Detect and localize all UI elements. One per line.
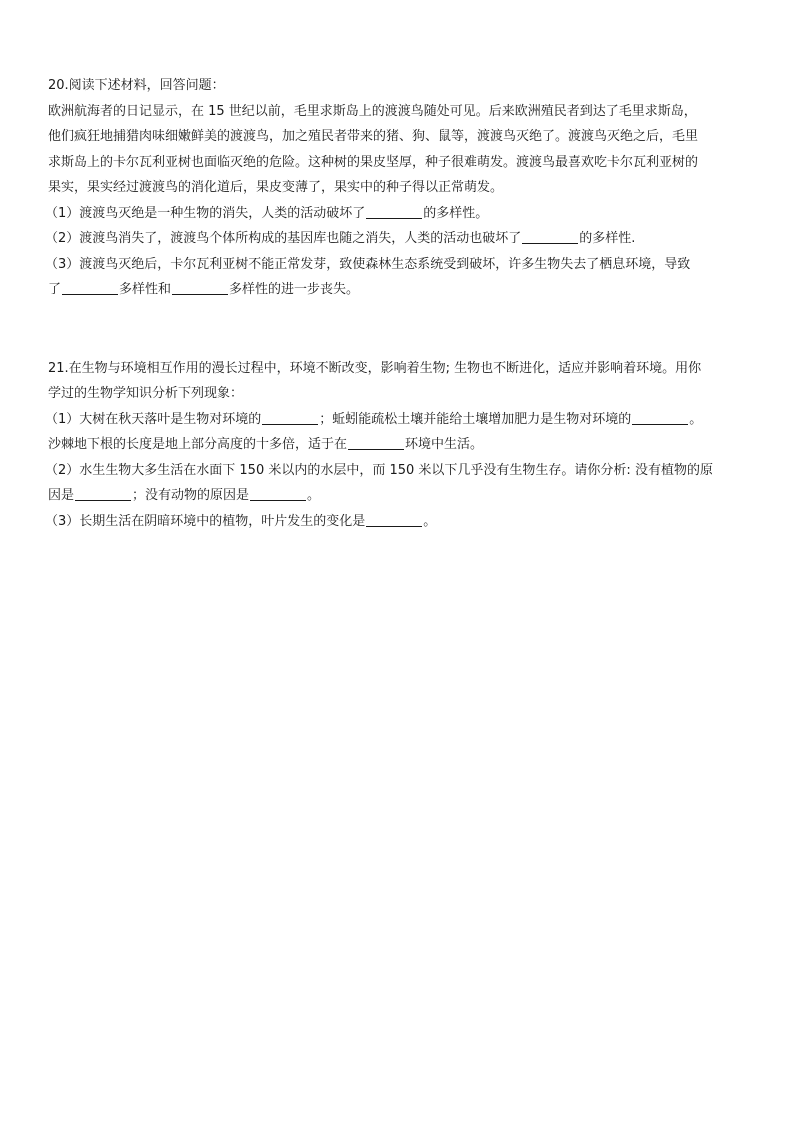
question-21-intro-line-1: 21.在生物与环境相互作用的漫长过程中，环境不断改变，影响着生物; 生物也不断进化，适应并影响着环境。用你 <box>48 360 702 376</box>
sub-3-line-2-mid: 多样性和 <box>119 282 172 297</box>
answer-blank[interactable] <box>75 485 131 501</box>
question-21-sub-2-line-2 <box>48 483 756 509</box>
question-20-passage-line-2: 他们疯狂地捕猎肉味细嫩鲜美的渡渡鸟，加之殖民者带来的猪、狗、鼠等，渡渡鸟灭绝了。渡渡鸟灭绝之后，毛里 <box>48 129 699 144</box>
answer-blank[interactable] <box>366 203 422 219</box>
answer-blank[interactable] <box>348 434 404 450</box>
question-20-title: 20.阅读下述材料，回答问题： <box>48 78 225 93</box>
sub-3-line-2-prefix: 了 <box>48 282 62 297</box>
question-21 <box>45 356 756 535</box>
q21-sub-1-part-2: ；蚯蚓能疏松土壤并能给土壤增加肥力是生物对环境的 <box>319 411 632 427</box>
sub-3-line-2-suffix: 多样性的进一步丧失。 <box>229 282 360 297</box>
q21-sub-2-line-2-mid: ；没有动物的原因是 <box>132 488 250 503</box>
document-page <box>45 73 756 534</box>
sub-1-suffix: 的多样性。 <box>423 205 489 221</box>
q21-sub-1-line-2-prefix: 沙棘地下根的长度是地上部分高度的十多倍，适于在 <box>48 437 348 452</box>
question-21-sub-1-line-2 <box>48 432 756 458</box>
answer-blank[interactable] <box>250 485 306 501</box>
answer-blank[interactable] <box>366 511 422 527</box>
q21-sub-2-line-2-suffix: 。 <box>307 488 321 503</box>
question-21-sub-2-line-1 <box>45 458 756 484</box>
question-20-sub-1 <box>45 201 756 227</box>
q21-sub-1-line-2-suffix: 环境中生活。 <box>405 437 484 452</box>
question-21-intro-line-2: 学过的生物学知识分析下列现象： <box>48 386 244 401</box>
q21-sub-3-prefix: （3）长期生活在阴暗环境中的植物，叶片发生的变化是 <box>45 513 366 529</box>
sub-3-line-1: （3）渡渡鸟灭绝后，卡尔瓦利亚树不能正常发芽，致使森林生态系统受到破坏，许多生物失去了栖息环境，导致 <box>45 256 691 272</box>
question-20-passage-line-3: 求斯岛上的卡尔瓦利亚树也面临灭绝的危险。这种树的果皮坚厚，种子很难萌发。渡渡鸟最喜欢吃卡尔瓦利亚树的 <box>48 154 699 170</box>
sub-1-prefix: （1）渡渡鸟灭绝是一种生物的消失，人类的活动破坏了 <box>45 205 366 221</box>
question-20-sub-3-line-1 <box>45 252 756 278</box>
q21-sub-2-line-2-prefix: 因是 <box>48 488 75 503</box>
sub-2-prefix: （2）渡渡鸟消失了，渡渡鸟个体所构成的基因库也随之消失，人类的活动也破坏了 <box>45 231 522 246</box>
answer-blank[interactable] <box>172 279 228 295</box>
answer-blank[interactable] <box>522 228 578 244</box>
q21-sub-1-part-3: 。 <box>689 411 703 427</box>
question-21-sub-3 <box>45 509 756 535</box>
answer-blank[interactable] <box>632 409 688 425</box>
question-20-sub-2 <box>45 226 756 252</box>
q21-sub-3-suffix: 。 <box>423 513 437 529</box>
answer-blank[interactable] <box>62 279 118 295</box>
question-20-sub-3-line-2 <box>48 277 756 303</box>
question-20 <box>45 73 756 303</box>
question-20-passage-line-4: 果实，果实经过渡渡鸟的消化道后，果皮变薄了，果实中的种子得以正常萌发。 <box>48 180 504 195</box>
sub-2-suffix: 的多样性. <box>579 231 636 246</box>
question-20-passage-line-1: 欧洲航海者的日记显示，在 15 世纪以前，毛里求斯岛上的渡渡鸟随处可见。后来欧洲殖民者到达了毛里求斯岛， <box>48 103 697 119</box>
question-21-sub-1-line-1 <box>45 407 756 433</box>
q21-sub-2-line-1: （2）水生生物大多生活在水面下 150 米以内的水层中，而 150 米以下几乎没有生物生存。请你分析: 没有植物的原 <box>45 462 713 478</box>
answer-blank[interactable] <box>262 409 318 425</box>
q21-sub-1-part-1: （1）大树在秋天落叶是生物对环境的 <box>45 411 262 427</box>
